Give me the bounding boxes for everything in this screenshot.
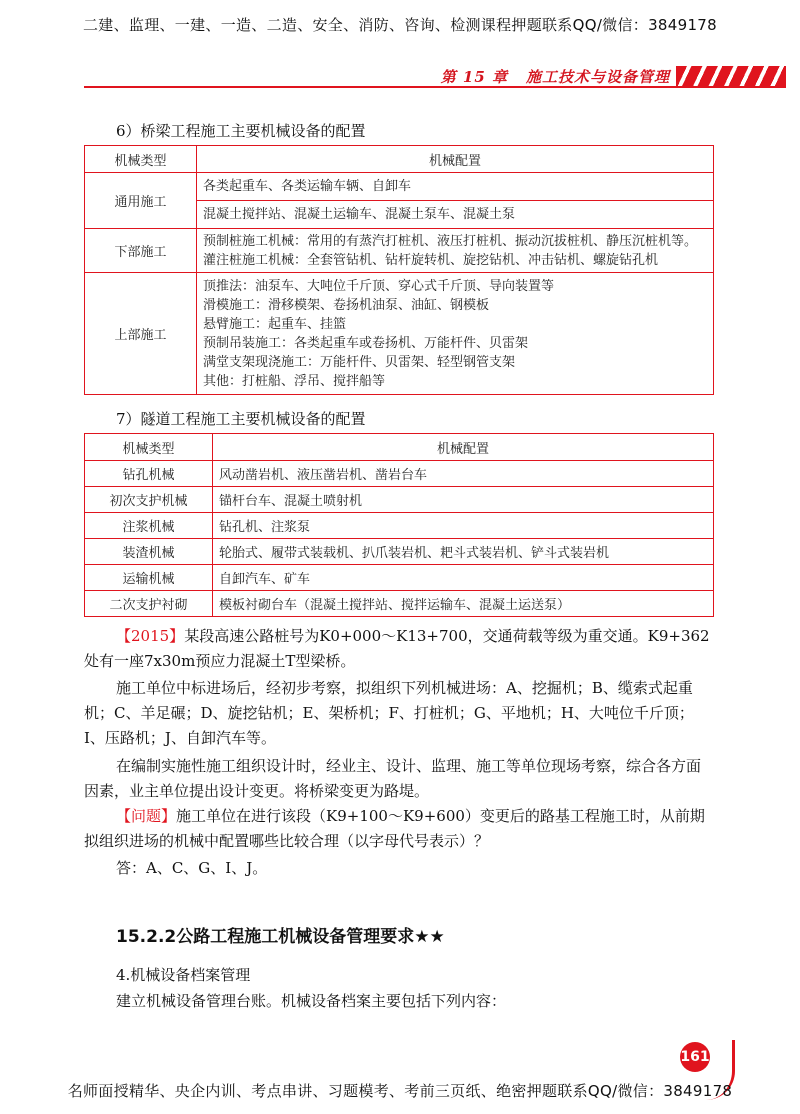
type-cell: 装渣机械	[85, 539, 213, 565]
question-tag: 【问题】	[116, 807, 177, 825]
table-header-row	[85, 434, 714, 461]
question-paragraph	[84, 804, 714, 854]
config-line: 预制桩施工机械：常用的有蒸汽打桩机、液压打桩机、振动沉拔桩机、静压沉桩机等。	[203, 233, 698, 249]
config-line: 满堂支架现浇施工：万能杆件、贝雷架、轻型钢管支架	[203, 354, 516, 370]
config-line: 其他：打桩船、浮吊、搅拌船等	[203, 373, 386, 389]
tunnel-equipment-table	[84, 433, 714, 617]
table-row	[85, 229, 714, 273]
config-line: 预制吊装施工：各类起重车或卷扬机、万能杆件、贝雷架	[203, 335, 529, 351]
col-type-header: 机械类型	[85, 434, 213, 461]
type-cell: 运输机械	[85, 565, 213, 591]
col-config-header: 机械配置	[197, 146, 714, 173]
table-row	[85, 565, 714, 591]
table-row	[85, 273, 714, 395]
config-line: 灌注桩施工机械：全套管钻机、钻杆旋转机、旋挖钻机、冲击钻机、螺旋钻孔机	[203, 252, 659, 268]
section-heading: 15.2.2公路工程施工机械设备管理要求★★	[116, 927, 445, 947]
config-cell	[197, 273, 714, 395]
type-cell: 初次支护机械	[85, 487, 213, 513]
answer-paragraph: 答：A、C、G、I、J。	[116, 859, 268, 877]
config-cell: 自卸汽车、矿车	[213, 565, 714, 591]
type-cell: 注浆机械	[85, 513, 213, 539]
section-text: 建立机械设备管理台账。机械设备档案主要包括下列内容：	[116, 992, 507, 1010]
case-text: 某段高速公路桩号为K0+000～K13+700，交通荷载等级为重交通。K9+362处有一座7x30m预应力混凝土T型梁桥。	[84, 627, 710, 670]
config-line: 悬臂施工：起重车、挂篮	[203, 316, 347, 332]
table-row	[85, 461, 714, 487]
chapter-stripes-decoration	[676, 66, 786, 86]
type-cell: 二次支护衬砌	[85, 591, 213, 617]
config-cell	[197, 201, 714, 229]
type-cell: 钻孔机械	[85, 461, 213, 487]
page-number: 161	[680, 1042, 710, 1072]
config-cell: 轮胎式、履带式装载机、扒爪装岩机、耙斗式装岩机、铲斗式装岩机	[213, 539, 714, 565]
case-change-paragraph: 在编制实施性施工组织设计时，经业主、设计、监理、施工等单位现场考察，综合各方面因素，业主单位提出设计变更。将桥梁变更为路堤。	[84, 757, 702, 800]
bottom-banner: 名师面授精华、央企内训、考点串讲、习题模考、考前三页纸、绝密押题联系QQ/微信：3849178	[67, 1082, 733, 1100]
config-line: 滑模施工：滑移模架、卷扬机油泵、油缸、钢模板	[203, 297, 490, 313]
table-row	[85, 173, 714, 201]
table-row	[85, 591, 714, 617]
chapter-name: 施工技术与设备管理	[525, 68, 670, 86]
year-tag: 【2015】	[116, 627, 185, 645]
config-cell: 锚杆台车、混凝土喷射机	[213, 487, 714, 513]
type-cell: 下部施工	[85, 229, 197, 273]
config-cell: 模板衬砌台车（混凝土搅拌站、搅拌运输车、混凝土运送泵）	[213, 591, 714, 617]
type-cell: 通用施工	[85, 173, 197, 229]
chapter-rule	[84, 86, 786, 88]
table-row	[85, 487, 714, 513]
case-machines-paragraph: 施工单位中标进场后，经初步考察，拟组织下列机械进场：A、挖掘机；B、缆索式起重机；C、羊足碾；D、旋挖钻机；E、架桥机；F、打桩机；G、平地机；H、大吨位千斤顶；I、压路机；J、自卸汽车等。	[84, 679, 694, 747]
question-text: 施工单位在进行该段（K9+100～K9+600）变更后的路基工程施工时，从前期拟组织进场的机械中配置哪些比较合理（以字母代号表示）？	[84, 807, 705, 850]
col-config-header: 机械配置	[213, 434, 714, 461]
config-cell: 风动凿岩机、液压凿岩机、凿岩台车	[213, 461, 714, 487]
type-cell: 上部施工	[85, 273, 197, 395]
config-cell	[197, 229, 714, 273]
config-line: 顶推法：油泵车、大吨位千斤顶、穿心式千斤顶、导向装置等	[203, 278, 555, 294]
bridge-equipment-table	[84, 145, 714, 395]
config-line: 各类起重车、各类运输车辆、自卸车	[203, 179, 412, 194]
table-row	[85, 539, 714, 565]
config-cell	[197, 173, 714, 201]
config-cell: 钻孔机、注浆泵	[213, 513, 714, 539]
chapter-header	[84, 66, 786, 88]
top-banner: 二建、监理、一建、一造、二造、安全、消防、咨询、检测课程押题联系QQ/微信：3849178	[83, 16, 717, 34]
case-intro	[84, 624, 714, 674]
chapter-title	[441, 66, 670, 87]
tunnel-heading: 7）隧道工程施工主要机械设备的配置	[116, 410, 366, 428]
col-type-header: 机械类型	[85, 146, 197, 173]
chapter-number: 第 15 章	[440, 68, 508, 86]
bridge-heading: 6）桥梁工程施工主要机械设备的配置	[116, 122, 366, 140]
config-line: 混凝土搅拌站、混凝土运输车、混凝土泵车、混凝土泵	[203, 207, 516, 222]
table-header-row	[85, 146, 714, 173]
table-row	[85, 513, 714, 539]
subsection-heading: 4.机械设备档案管理	[116, 966, 251, 984]
